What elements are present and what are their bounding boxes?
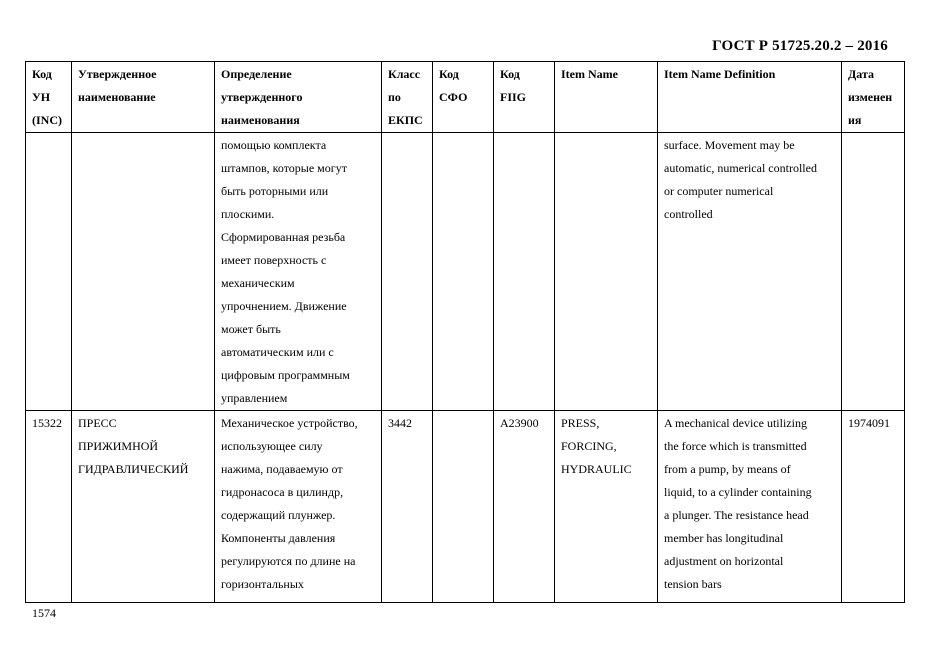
cell-text-line: A mechanical device utilizing [664, 416, 807, 430]
cell-text-line: цифровым программным [221, 368, 350, 382]
column-header-name-definition-ru [215, 62, 382, 133]
cell-text-line: штампов, которые могут [221, 161, 347, 175]
table-header-row [26, 62, 905, 133]
cell-text-line: or computer numerical [664, 184, 774, 198]
column-header-approved-name [72, 62, 215, 133]
cell-ekps-class [382, 411, 433, 603]
cell-text-line: the force which is transmitted [664, 439, 807, 453]
cell-text-line: A23900 [500, 416, 539, 430]
page-number: 1574 [32, 606, 56, 620]
cell-text-line: ГИДРАВЛИЧЕСКИЙ [78, 462, 189, 476]
column-header-inc-code [26, 62, 72, 133]
cell-text-line: controlled [664, 207, 713, 221]
cell-item-name [555, 133, 658, 411]
header-text-line: FIIG [500, 90, 527, 104]
header-text-line: СФО [439, 90, 468, 104]
header-text-line: наименования [221, 113, 300, 127]
cell-text-line: горизонтальных [221, 577, 304, 591]
cell-text-line: помощью комплекта [221, 138, 327, 152]
header-text-line: по [388, 90, 401, 104]
cell-text-line: 1974091 [848, 416, 890, 430]
cell-sfo-code [433, 411, 494, 603]
cell-text-line: adjustment on horizontal [664, 554, 784, 568]
column-header-change-date [842, 62, 905, 133]
cell-text-line: механическим [221, 276, 295, 290]
cell-text-line: регулируются по длине на [221, 554, 356, 568]
header-text-line: Код [32, 67, 52, 81]
header-text-line: Код [439, 67, 459, 81]
header-text-line: ия [848, 113, 862, 127]
cell-change-date [842, 133, 905, 411]
cell-text-line: быть роторными или [221, 184, 329, 198]
cell-ekps-class [382, 133, 433, 411]
column-header-fiig-code [494, 62, 555, 133]
header-text-line: (INC) [32, 113, 62, 127]
header-text-line: изменен [848, 90, 893, 104]
cell-text-line: 15322 [32, 416, 62, 430]
table-row [26, 411, 905, 603]
cell-text-line: содержащий плунжер. [221, 508, 336, 522]
cell-text-line: может быть [221, 322, 281, 336]
cell-text-line: a plunger. The resistance head [664, 508, 809, 522]
header-text-line: наименование [78, 90, 156, 104]
column-header-item-name [555, 62, 658, 133]
cell-text-line: использующее силу [221, 439, 323, 453]
catalog-table [25, 61, 905, 603]
cell-text-line: плоскими. [221, 207, 275, 221]
cell-text-line: гидронасоса в цилиндр, [221, 485, 344, 499]
header-text-line: ЕКПС [388, 113, 423, 127]
cell-text-line: Компоненты давления [221, 531, 336, 545]
table-row [26, 133, 905, 411]
cell-text-line: PRESS, [561, 416, 600, 430]
cell-text-line: ПРИЖИМНОЙ [78, 439, 159, 453]
column-header-item-name-definition [658, 62, 842, 133]
header-text-line: Определение [221, 67, 292, 81]
cell-text-line: автоматическим или с [221, 345, 334, 359]
header-text-line: Дата [848, 67, 874, 81]
column-header-ekps-class [382, 62, 433, 133]
cell-item-name [555, 411, 658, 603]
cell-text-line: surface. Movement may be [664, 138, 795, 152]
cell-approved-name [72, 133, 215, 411]
cell-text-line: Механическое устройство, [221, 416, 358, 430]
cell-fiig-code [494, 411, 555, 603]
header-text-line: Класс [388, 67, 421, 81]
cell-text-line: Сформированная резьба [221, 230, 346, 244]
cell-text-line: управлением [221, 391, 288, 405]
cell-text-line: automatic, numerical controlled [664, 161, 817, 175]
cell-text-line: ПРЕСС [78, 416, 117, 430]
header-text-line: утвержденного [221, 90, 303, 104]
cell-text-line: HYDRAULIC [561, 462, 632, 476]
cell-text-line: упрочнением. Движение [221, 299, 347, 313]
cell-inc-code [26, 411, 72, 603]
column-header-sfo-code [433, 62, 494, 133]
header-text-line: Утвержденное [78, 67, 157, 81]
cell-fiig-code [494, 133, 555, 411]
cell-inc-code [26, 133, 72, 411]
header-text-line: Item Name Definition [664, 67, 776, 81]
cell-text-line: FORCING, [561, 439, 617, 453]
cell-name-definition-ru [215, 411, 382, 603]
cell-text-line: from a pump, by means of [664, 462, 791, 476]
cell-text-line: имеет поверхность с [221, 253, 327, 267]
cell-name-definition-ru [215, 133, 382, 411]
cell-text-line: нажима, подаваемую от [221, 462, 343, 476]
cell-change-date [842, 411, 905, 603]
cell-text-line: member has longitudinal [664, 531, 784, 545]
document-standard-header: ГОСТ Р 51725.20.2 – 2016 [712, 38, 888, 54]
header-text-line: УН [32, 90, 51, 104]
cell-text-line: tension bars [664, 577, 722, 591]
cell-approved-name [72, 411, 215, 603]
header-text-line: Item Name [561, 67, 618, 81]
cell-text-line: liquid, to a cylinder containing [664, 485, 812, 499]
cell-text-line: 3442 [388, 416, 412, 430]
header-text-line: Код [500, 67, 520, 81]
cell-item-name-definition [658, 411, 842, 603]
cell-sfo-code [433, 133, 494, 411]
cell-item-name-definition [658, 133, 842, 411]
